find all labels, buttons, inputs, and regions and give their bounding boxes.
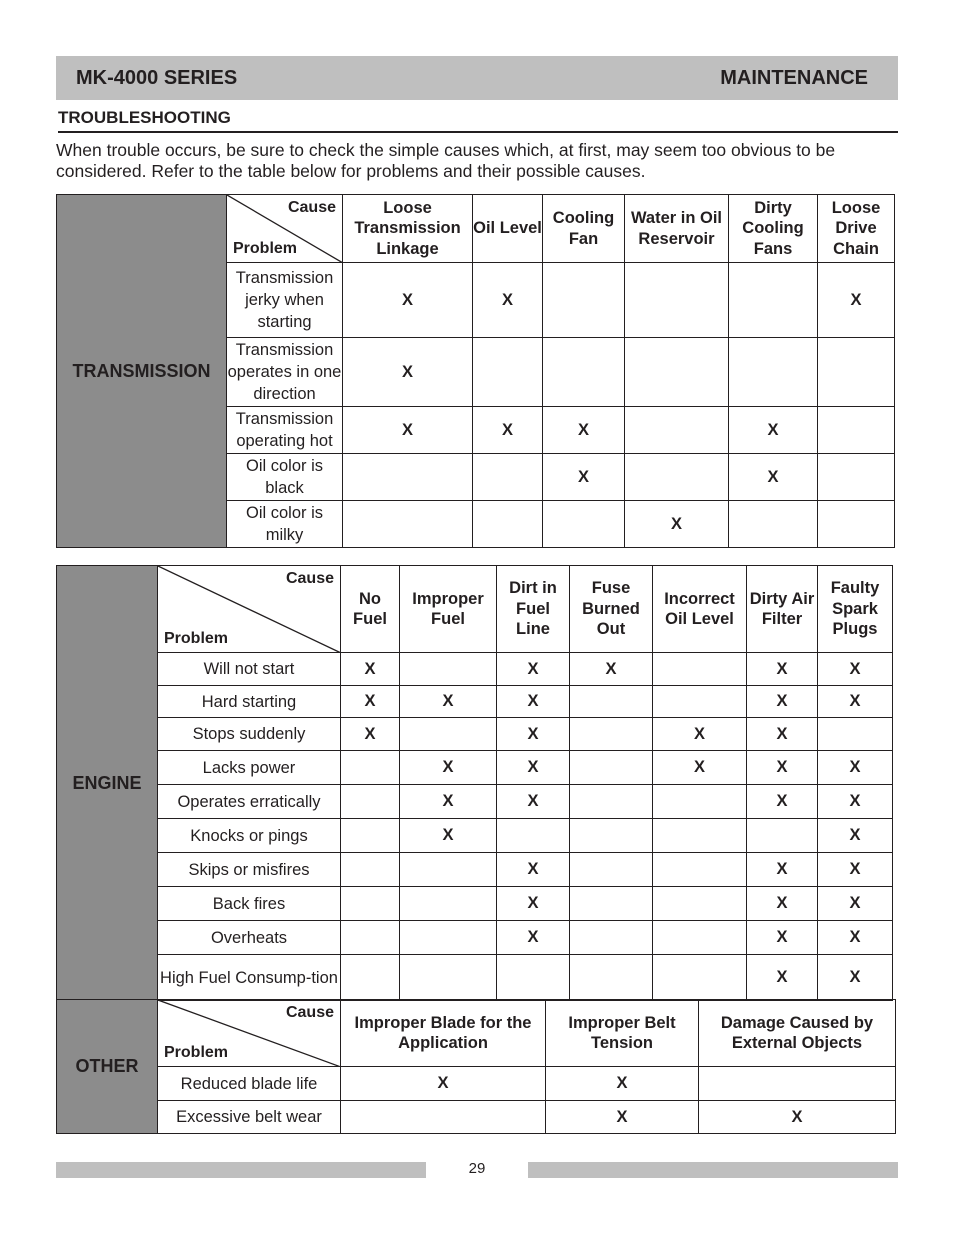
mark-cell: [653, 853, 747, 887]
table-row: [57, 653, 893, 686]
problem-cell: Stops suddenly: [158, 718, 341, 751]
problem-cell: Back fires: [158, 887, 341, 921]
mark-cell: X: [400, 785, 497, 819]
mark-cell: [818, 454, 895, 501]
mark-cell: X: [653, 718, 747, 751]
mark-cell: [818, 718, 893, 751]
mark-cell: [343, 454, 473, 501]
mark-cell: [747, 819, 818, 853]
mark-cell: X: [343, 263, 473, 338]
cause-label: Cause: [287, 199, 336, 216]
table-row: [57, 686, 893, 718]
problem-cell: Hard starting: [158, 686, 341, 718]
table-row: [57, 955, 893, 1001]
mark-cell: X: [473, 407, 543, 454]
mark-cell: X: [747, 653, 818, 686]
section-title: TROUBLESHOOTING: [58, 108, 898, 133]
mark-cell: [653, 887, 747, 921]
mark-cell: X: [473, 263, 543, 338]
mark-cell: [570, 819, 653, 853]
table-row: [57, 921, 893, 955]
problem-label: Problem: [164, 630, 229, 647]
page-number: 29: [468, 1160, 486, 1177]
mark-cell: [400, 718, 497, 751]
mark-cell: X: [497, 853, 570, 887]
mark-cell: [473, 338, 543, 407]
problem-cell: Excessive belt wear: [158, 1101, 341, 1134]
mark-cell: X: [497, 686, 570, 718]
mark-cell: X: [341, 1067, 546, 1101]
mark-cell: [341, 819, 400, 853]
mark-cell: X: [341, 653, 400, 686]
mark-cell: [818, 501, 895, 548]
mark-cell: X: [625, 501, 729, 548]
cause-header: Water in Oil Reservoir: [625, 195, 729, 263]
mark-cell: [570, 955, 653, 1001]
table-row: [57, 1067, 896, 1101]
table-row: [57, 718, 893, 751]
cause-header: Improper Belt Tension: [546, 1000, 699, 1067]
mark-cell: X: [400, 819, 497, 853]
cause-problem-header: [227, 195, 343, 263]
mark-cell: X: [747, 751, 818, 785]
mark-cell: X: [747, 686, 818, 718]
category-transmission: TRANSMISSION: [57, 195, 227, 548]
cause-header: Improper Blade for the Application: [341, 1000, 546, 1067]
mark-cell: [625, 263, 729, 338]
mark-cell: X: [570, 653, 653, 686]
cause-header: Loose Transmission Linkage: [343, 195, 473, 263]
mark-cell: [497, 819, 570, 853]
cause-header: Dirty Air Filter: [747, 566, 818, 653]
mark-cell: [625, 407, 729, 454]
cause-label: Cause: [285, 570, 334, 587]
mark-cell: [341, 887, 400, 921]
mark-cell: [653, 819, 747, 853]
mark-cell: [400, 955, 497, 1001]
mark-cell: X: [497, 785, 570, 819]
mark-cell: X: [818, 263, 895, 338]
mark-cell: [570, 686, 653, 718]
problem-label: Problem: [233, 240, 298, 257]
mark-cell: [699, 1067, 896, 1101]
cause-label: Cause: [285, 1004, 334, 1021]
mark-cell: [818, 407, 895, 454]
mark-cell: [625, 454, 729, 501]
problem-cell: Overheats: [158, 921, 341, 955]
table-row: [57, 1101, 896, 1134]
mark-cell: X: [747, 853, 818, 887]
mark-cell: [473, 454, 543, 501]
mark-cell: [341, 921, 400, 955]
mark-cell: [729, 263, 818, 338]
footer-bar-right: [528, 1162, 898, 1178]
mark-cell: X: [546, 1101, 699, 1134]
category-engine: ENGINE: [57, 566, 158, 1001]
mark-cell: X: [818, 785, 893, 819]
mark-cell: [570, 785, 653, 819]
mark-cell: [653, 921, 747, 955]
problem-cell: Lacks power: [158, 751, 341, 785]
cause-header: Damage Caused by External Objects: [699, 1000, 896, 1067]
mark-cell: X: [818, 921, 893, 955]
mark-cell: X: [818, 955, 893, 1001]
mark-cell: X: [497, 653, 570, 686]
mark-cell: X: [818, 853, 893, 887]
transmission-table: [56, 194, 895, 548]
cause-header: Incorrect Oil Level: [653, 566, 747, 653]
mark-cell: X: [546, 1067, 699, 1101]
problem-cell: Transmission jerky when starting: [227, 263, 343, 338]
mark-cell: [653, 955, 747, 1001]
section-name: MAINTENANCE: [720, 67, 868, 89]
mark-cell: X: [543, 454, 625, 501]
cause-header: No Fuel: [341, 566, 400, 653]
mark-cell: X: [343, 338, 473, 407]
mark-cell: [343, 501, 473, 548]
cause-header: Loose Drive Chain: [818, 195, 895, 263]
mark-cell: [400, 853, 497, 887]
mark-cell: [729, 501, 818, 548]
mark-cell: X: [818, 819, 893, 853]
cause-problem-header: [158, 566, 341, 653]
problem-cell: Operates erratically: [158, 785, 341, 819]
cause-header: Cooling Fan: [543, 195, 625, 263]
cause-header: Dirty Cooling Fans: [729, 195, 818, 263]
table-row: [57, 887, 893, 921]
mark-cell: X: [747, 921, 818, 955]
mark-cell: X: [341, 718, 400, 751]
cause-header: Improper Fuel: [400, 566, 497, 653]
problem-cell: Transmission operating hot: [227, 407, 343, 454]
mark-cell: [729, 338, 818, 407]
mark-cell: [400, 921, 497, 955]
mark-cell: [400, 887, 497, 921]
mark-cell: X: [497, 921, 570, 955]
mark-cell: X: [343, 407, 473, 454]
mark-cell: X: [747, 955, 818, 1001]
problem-cell: Reduced blade life: [158, 1067, 341, 1101]
mark-cell: [570, 751, 653, 785]
mark-cell: X: [699, 1101, 896, 1134]
mark-cell: [653, 653, 747, 686]
mark-cell: X: [818, 887, 893, 921]
mark-cell: X: [497, 887, 570, 921]
category-other: OTHER: [57, 1000, 158, 1134]
mark-cell: X: [497, 751, 570, 785]
problem-cell: High Fuel Consump-tion: [158, 955, 341, 1001]
mark-cell: [818, 338, 895, 407]
mark-cell: X: [818, 751, 893, 785]
mark-cell: [341, 1101, 546, 1134]
mark-cell: [653, 686, 747, 718]
mark-cell: [497, 955, 570, 1001]
other-table: [56, 999, 896, 1134]
mark-cell: X: [653, 751, 747, 785]
mark-cell: X: [747, 785, 818, 819]
problem-cell: Transmission operates in one direction: [227, 338, 343, 407]
mark-cell: X: [747, 887, 818, 921]
mark-cell: X: [543, 407, 625, 454]
mark-cell: X: [729, 407, 818, 454]
mark-cell: [341, 751, 400, 785]
header-bar: [56, 56, 898, 100]
problem-cell: Oil color is black: [227, 454, 343, 501]
mark-cell: [625, 338, 729, 407]
series-title: MK-4000 SERIES: [76, 67, 238, 89]
mark-cell: [570, 718, 653, 751]
mark-cell: [543, 263, 625, 338]
mark-cell: [473, 501, 543, 548]
mark-cell: X: [747, 718, 818, 751]
mark-cell: X: [818, 653, 893, 686]
table-row: [57, 853, 893, 887]
mark-cell: X: [400, 686, 497, 718]
mark-cell: X: [400, 751, 497, 785]
cause-header: Dirt in Fuel Line: [497, 566, 570, 653]
cause-header: Fuse Burned Out: [570, 566, 653, 653]
table-row: [57, 785, 893, 819]
intro-paragraph: When trouble occurs, be sure to check the simple causes which, at first, may seem too obvious to be considered. Refer to the table below for problems and their possible causes.: [56, 140, 836, 181]
mark-cell: [570, 853, 653, 887]
engine-table: [56, 565, 893, 1001]
mark-cell: X: [818, 686, 893, 718]
cause-header: Faulty Spark Plugs: [818, 566, 893, 653]
mark-cell: X: [497, 718, 570, 751]
table-row: [57, 751, 893, 785]
problem-cell: Skips or misfires: [158, 853, 341, 887]
cause-problem-header: [158, 1000, 341, 1067]
cause-header: Oil Level: [473, 195, 543, 263]
mark-cell: [543, 501, 625, 548]
mark-cell: [400, 653, 497, 686]
mark-cell: [341, 785, 400, 819]
problem-label: Problem: [164, 1044, 229, 1061]
mark-cell: [341, 955, 400, 1001]
problem-cell: Will not start: [158, 653, 341, 686]
problem-cell: Knocks or pings: [158, 819, 341, 853]
mark-cell: [570, 887, 653, 921]
problem-cell: Oil color is milky: [227, 501, 343, 548]
mark-cell: [570, 921, 653, 955]
table-row: [57, 819, 893, 853]
mark-cell: [543, 338, 625, 407]
mark-cell: X: [729, 454, 818, 501]
mark-cell: X: [341, 686, 400, 718]
footer-bar-left: [56, 1162, 426, 1178]
mark-cell: [653, 785, 747, 819]
mark-cell: [341, 853, 400, 887]
